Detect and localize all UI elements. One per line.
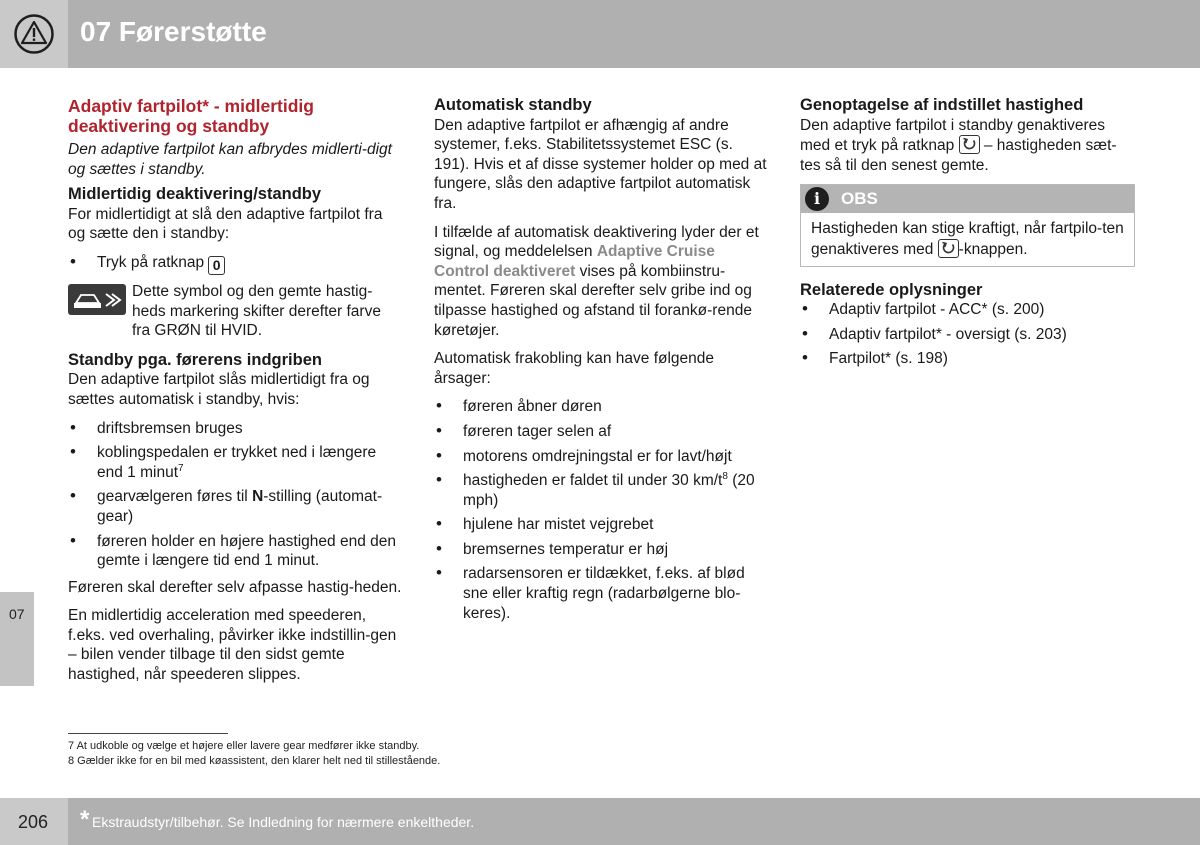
heading-automatic-standby: Automatisk standby: [434, 96, 592, 114]
footer-note: Ekstraudstyr/tilbehør. Se Indledning for nærmere enkeltheder.: [92, 814, 475, 830]
footnote-ref-8[interactable]: 8: [722, 470, 728, 482]
column-2: [434, 96, 769, 630]
column-3: [800, 96, 1135, 376]
obs-header: [801, 185, 1134, 213]
obs-label: OBS: [841, 189, 878, 209]
footnote-ref-7[interactable]: 7: [178, 462, 184, 474]
paragraph: Den adaptive fartpilot er afhængig af andre systemer, f.eks. Stabilitetssystemet ESC (s. 191). Hvis et af disse systemer holder op med at fungere, slås den adaptive fartpilot automatisk fra.: [434, 116, 767, 212]
header-icon-box: [0, 0, 68, 68]
list-item: • føreren holder en højere hastighed end den gemte i længere tid end 1 minut.: [68, 532, 403, 571]
paragraph: I tilfælde af automatisk deaktivering lyder der et signal, og meddelelsen Adaptive Cruise Control deaktiveret vises på kombiinstru-mentet. Føreren skal derefter selv gribe ind og tilpasse hastighed og afstand til forankø-rende køretøjer.: [434, 223, 759, 339]
page-footer: [0, 798, 1200, 845]
paragraph: Automatisk frakobling kan have følgende årsager:: [434, 350, 715, 387]
list-item: • hjulene har mistet vejgrebet: [434, 515, 769, 535]
disengage-reasons-list: [434, 397, 769, 623]
chapter-header: [0, 0, 1200, 68]
display-message: Adaptive Cruise Control deaktiveret: [434, 243, 715, 280]
related-link[interactable]: • Fartpilot* (s. 198): [800, 349, 1135, 369]
list-item: • gearvælgeren føres til N-stilling (automat-gear): [68, 487, 403, 526]
section-title: Adaptiv fartpilot* - midlertidig deaktivering og standby: [68, 96, 314, 136]
paragraph: Den adaptive fartpilot slås midlertidigt fra og sættes automatisk i standby, hvis:: [68, 371, 370, 408]
page-number-box: [0, 798, 68, 845]
resume-button-icon: [938, 239, 959, 258]
steering-wheel-button-0-icon: 0: [208, 256, 225, 275]
heading-standby-driver: Standby pga. førerens indgriben: [68, 350, 322, 369]
heading-resume-speed: Genoptagelse af indstillet hastighed: [800, 96, 1084, 114]
footnote-divider: [68, 733, 228, 734]
page-number: 206: [18, 812, 49, 832]
list-item: • føreren åbner døren: [434, 397, 769, 417]
resume-button-icon: [959, 135, 980, 154]
list-item: • koblingspedalen er trykket ned i længere end 1 minut$^7$: [68, 443, 403, 482]
related-links-list: [800, 300, 1135, 369]
list-item: • driftsbremsen bruges: [68, 419, 403, 439]
heading-temporary-deactivation: Midlertidig deaktivering/standby: [68, 185, 322, 204]
footnote-7: 7 At udkoble og vælge et højere eller lavere gear medfører ikke standby.: [68, 740, 420, 752]
footer-asterisk: *: [80, 806, 90, 833]
section-intro: Den adaptive fartpilot kan afbrydes midlerti-digt og sættes i standby.: [68, 141, 392, 178]
list-item: • Tryk på ratknap 0: [68, 253, 403, 275]
info-icon: i: [805, 187, 829, 211]
list-item: • bremsernes temperatur er høj: [434, 540, 769, 560]
paragraph: En midlertidig acceleration med speederen, f.eks. ved overhaling, påvirker ikke indstillin-gen – bilen vender tilbage til den sidst gemte hastighed, når speederen slippes.: [68, 607, 397, 684]
paragraph: For midlertidigt at slå den adaptive fartpilot fra og sætte den i standby:: [68, 205, 383, 243]
obs-body: Hastigheden kan stige kraftigt, når fartpilo-ten genaktiveres med -knappen.: [811, 220, 1124, 258]
warning-triangle-icon: [14, 14, 54, 54]
list-item: • hastigheden er faldet til under 30 $km/t^8$ (20 mph): [434, 471, 769, 510]
paragraph: Den adaptive fartpilot i standby genaktiveres med et tryk på ratknap – hastigheden sæt-tes så til den senest gemte.: [800, 116, 1117, 174]
chapter-side-tab-label: 07: [9, 606, 25, 622]
symbol-note: [68, 282, 403, 341]
adaptive-cruise-standby-symbol-icon: [68, 284, 126, 315]
paragraph: Føreren skal derefter selv afpasse hastig-heden.: [68, 578, 402, 596]
list-item: • føreren tager selen af: [434, 422, 769, 442]
symbol-description: Dette symbol og den gemte hastig-heds markering skifter derefter farve fra GRØN til HVID.: [132, 282, 381, 340]
footnote-8: 8 Gælder ikke for en bil med køassistent, den klarer helt ned til stillestående.: [68, 755, 441, 767]
chapter-side-tab: [0, 592, 34, 686]
related-link[interactable]: • Adaptiv fartpilot* - oversigt (s. 203): [800, 325, 1135, 345]
cruise-symbol-graphic: [68, 284, 126, 315]
standby-reasons-list: [68, 419, 403, 571]
list-item: • radarsensoren er tildækket, f.eks. af blød sne eller kraftig regn (radarbølgerne blo-keres).: [434, 564, 769, 623]
related-link[interactable]: • Adaptiv fartpilot - ACC* (s. 200): [800, 300, 1135, 320]
chapter-title: 07 Førerstøtte: [80, 16, 267, 47]
list-item: • motorens omdrejningstal er for lavt/højt: [434, 447, 769, 467]
obs-note-box: [800, 184, 1135, 266]
heading-related-info: Relaterede oplysninger: [800, 280, 983, 299]
column-1: [68, 96, 403, 694]
instruction-list: [68, 253, 403, 275]
